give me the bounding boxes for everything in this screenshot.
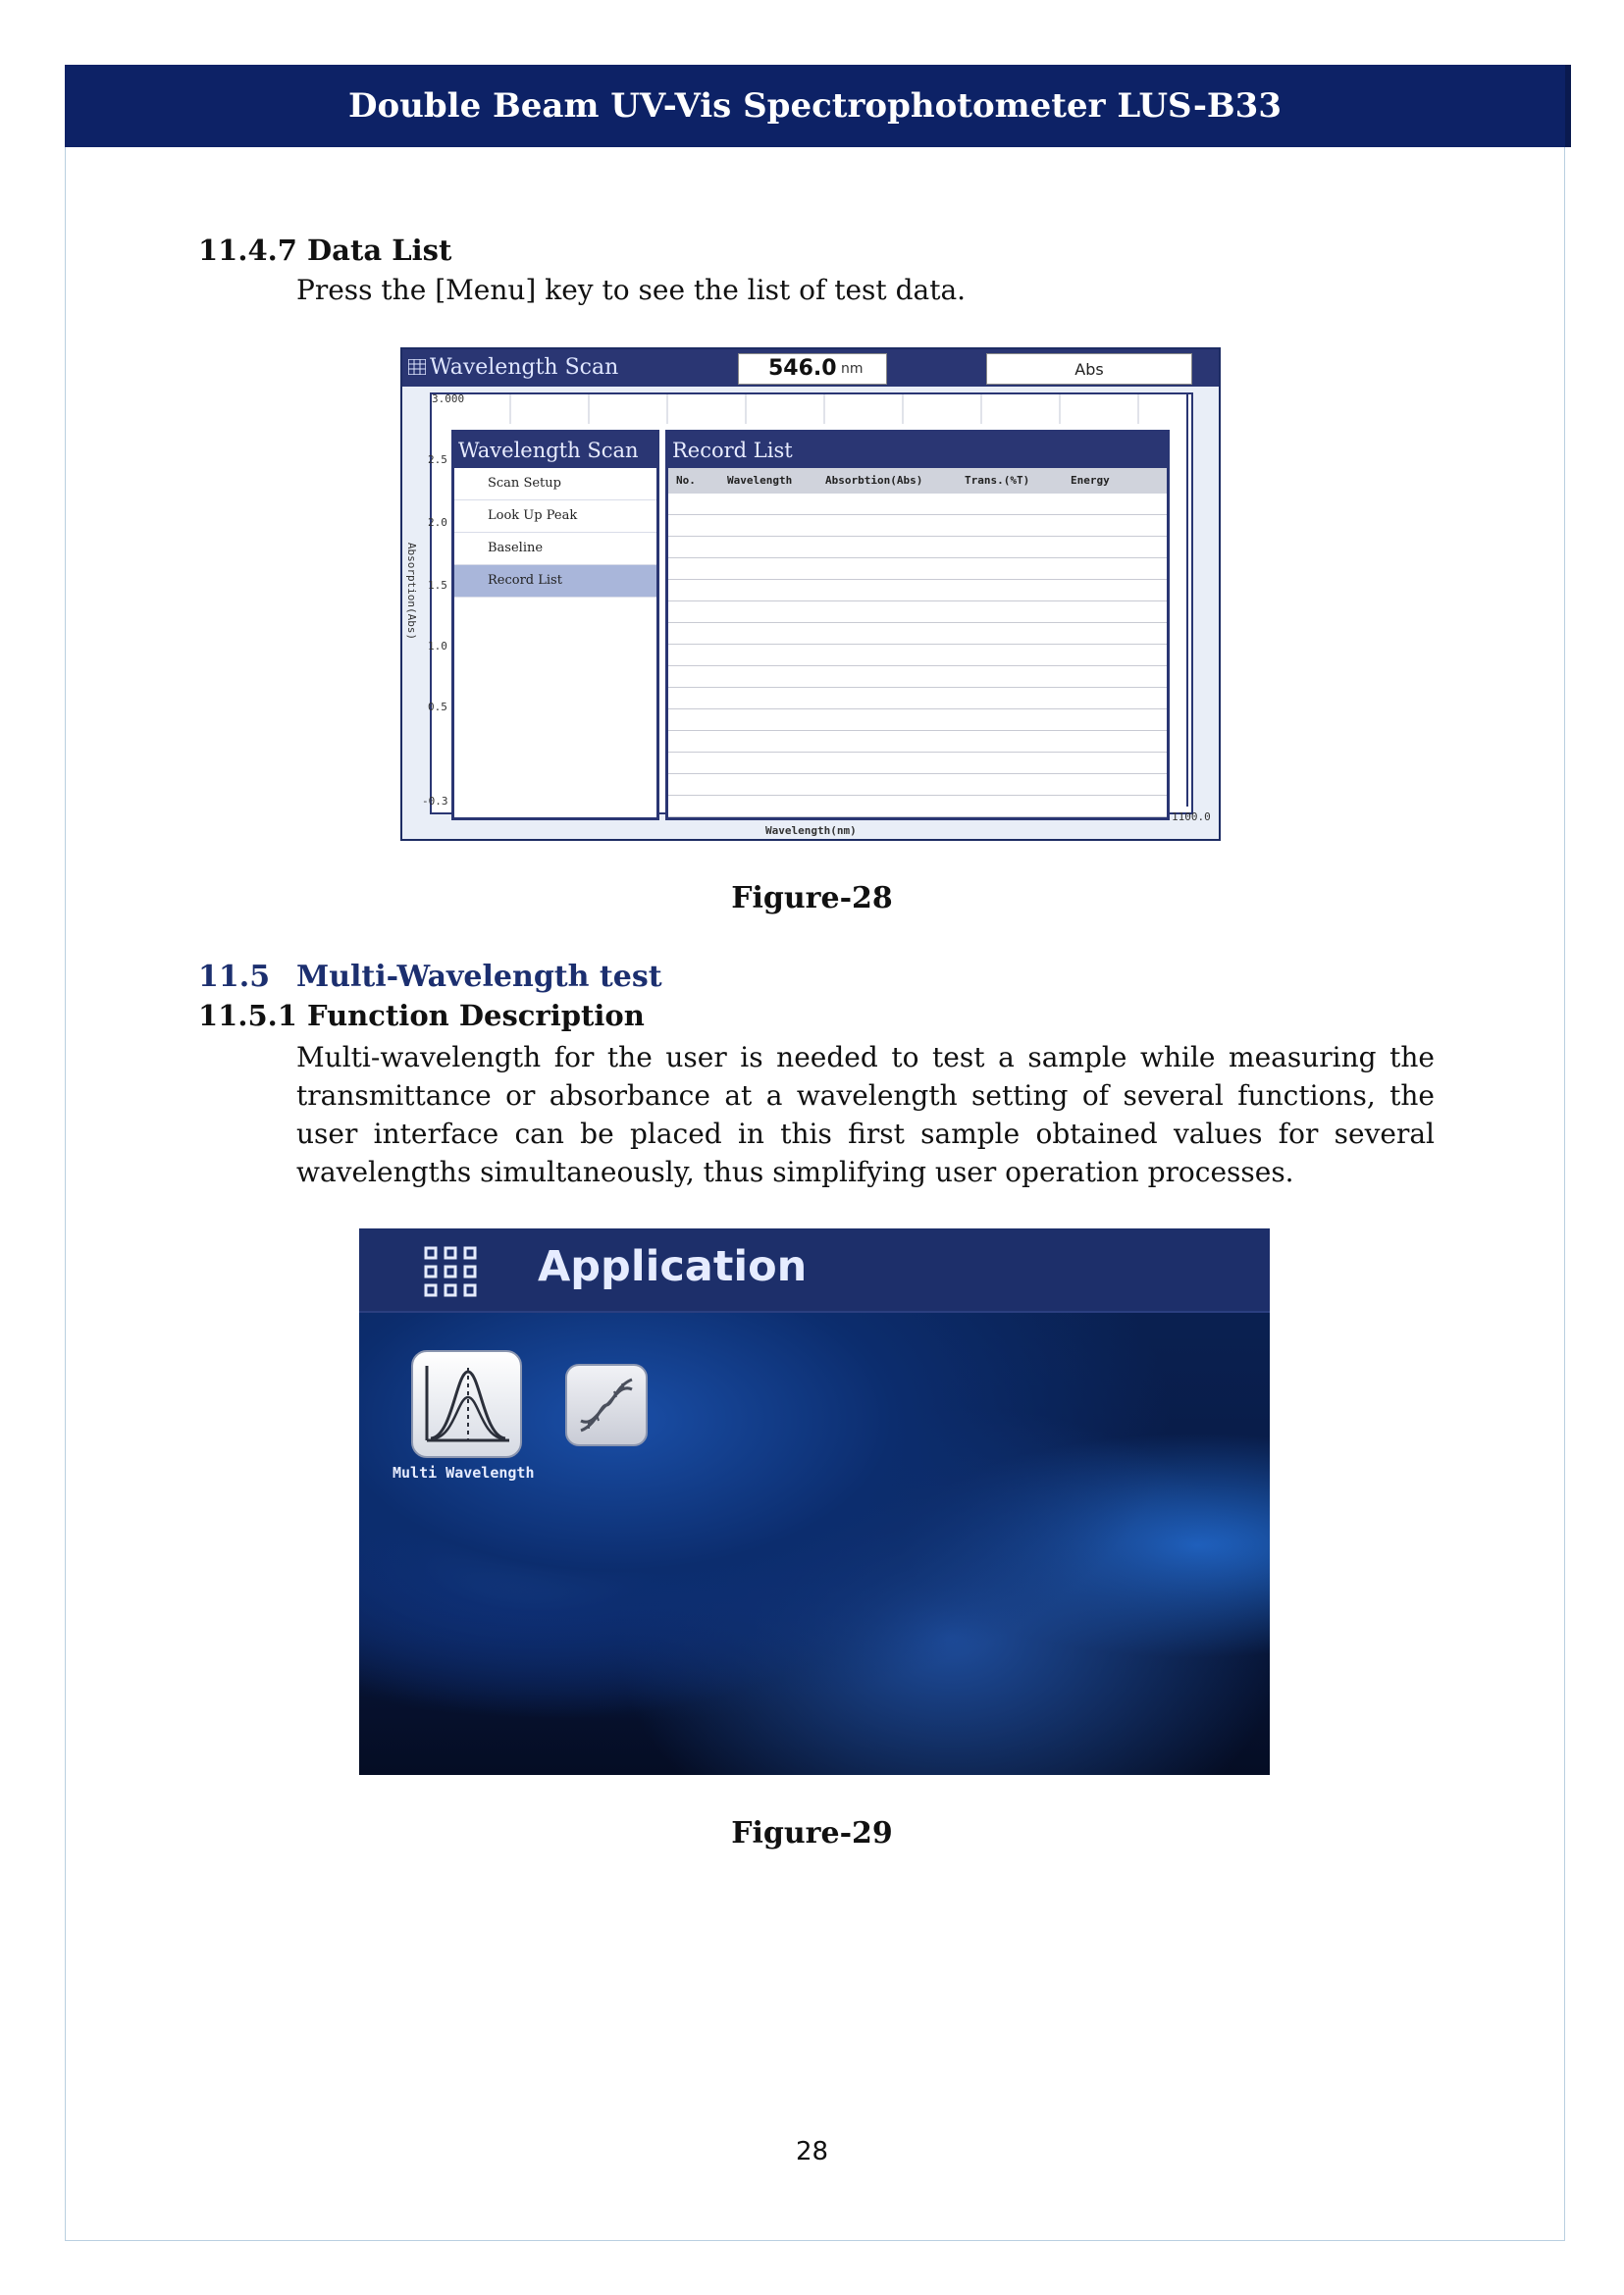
mode-value: Abs <box>1074 360 1104 379</box>
x-axis-label: Wavelength(nm) <box>765 824 857 837</box>
multi-wavelength-app-button[interactable] <box>411 1350 522 1458</box>
scan-menu-panel <box>451 430 659 820</box>
wavelength-value: 546.0 <box>768 356 837 381</box>
figure-29-caption: Figure-29 <box>731 1816 893 1851</box>
menu-item-baseline[interactable]: Baseline <box>454 533 656 565</box>
y-tick: 2.0 <box>428 516 447 529</box>
section-11-5-1-text: Multi-wavelength for the user is needed to test a sample while measuring the transmittance or absorbance at a wavelength setting of several functions, the user interface can be placed in this first sample obtained values for several wavelengths simultaneously, thus simplifying user operation processes. <box>296 1041 1435 1188</box>
y-tick: 1.0 <box>428 640 447 652</box>
dna-icon <box>567 1366 646 1444</box>
record-list-rows <box>668 494 1167 817</box>
screen-title-bar <box>402 349 1219 387</box>
record-list-panel <box>665 430 1170 820</box>
table-row[interactable] <box>668 666 1167 688</box>
app-grid-icon[interactable] <box>424 1246 477 1297</box>
column-header: Absorbtion(Abs) <box>825 474 923 487</box>
multi-wavelength-app-label: Multi Wavelength <box>393 1464 535 1482</box>
gaussian-peak-icon <box>413 1352 520 1456</box>
column-header: No. <box>676 474 696 487</box>
table-row[interactable] <box>668 558 1167 580</box>
table-row[interactable] <box>668 796 1167 817</box>
document-header <box>65 65 1571 147</box>
table-row[interactable] <box>668 623 1167 645</box>
section-number-11-5: 11.5 <box>198 960 271 994</box>
table-row[interactable] <box>668 774 1167 796</box>
table-row[interactable] <box>668 753 1167 774</box>
section-heading-11-4-7: 11.4.7 Data List <box>198 234 452 267</box>
figure-28-caption: Figure-28 <box>731 881 893 915</box>
wavelength-display <box>738 353 887 385</box>
record-list-title: Record List <box>668 433 1167 468</box>
table-row[interactable] <box>668 731 1167 753</box>
wavelength-unit: nm <box>841 361 864 377</box>
table-row[interactable] <box>668 688 1167 709</box>
y-tick: -0.3 <box>422 795 448 808</box>
y-tick: 2.5 <box>428 453 447 466</box>
application-title: Application <box>538 1242 808 1291</box>
menu-item-look-up-peak[interactable]: Look Up Peak <box>454 500 656 533</box>
y-tick: 1.5 <box>428 579 447 592</box>
application-title-bar <box>359 1228 1270 1313</box>
figure-28-screenshot <box>400 347 1221 841</box>
mode-display <box>986 353 1192 385</box>
table-row[interactable] <box>668 645 1167 666</box>
table-row[interactable] <box>668 709 1167 731</box>
document-title: Double Beam UV-Vis Spectrophotometer LUS-B33 <box>348 86 1282 126</box>
grid-icon <box>408 359 426 375</box>
menu-item-record-list[interactable]: Record List <box>454 565 656 598</box>
section-title-11-5: Multi-Wavelength test <box>296 960 662 994</box>
record-list-header <box>668 468 1167 494</box>
y-axis-label: Absorption(Abs) <box>405 542 419 641</box>
screen-title: Wavelength Scan <box>430 355 619 380</box>
page-number: 28 <box>795 2137 829 2166</box>
table-row[interactable] <box>668 494 1167 515</box>
menu-item-scan-setup[interactable]: Scan Setup <box>454 468 656 500</box>
table-row[interactable] <box>668 580 1167 601</box>
column-header: Trans.(%T) <box>965 474 1030 487</box>
dna-app-button[interactable] <box>565 1364 648 1446</box>
scan-menu-title: Wavelength Scan <box>454 433 656 468</box>
table-row[interactable] <box>668 537 1167 558</box>
section-11-4-7-text: Press the [Menu] key to see the list of test data. <box>296 274 967 306</box>
figure-29-screenshot <box>359 1228 1270 1775</box>
column-header: Wavelength <box>727 474 793 487</box>
table-row[interactable] <box>668 515 1167 537</box>
table-row[interactable] <box>668 601 1167 623</box>
y-tick: 0.5 <box>428 701 447 713</box>
column-header: Energy <box>1071 474 1110 487</box>
section-heading-11-5-1: 11.5.1 Function Description <box>198 999 645 1032</box>
x-axis-max: 1100.0 <box>1172 810 1211 823</box>
y-tick: 3.000 <box>432 392 465 405</box>
